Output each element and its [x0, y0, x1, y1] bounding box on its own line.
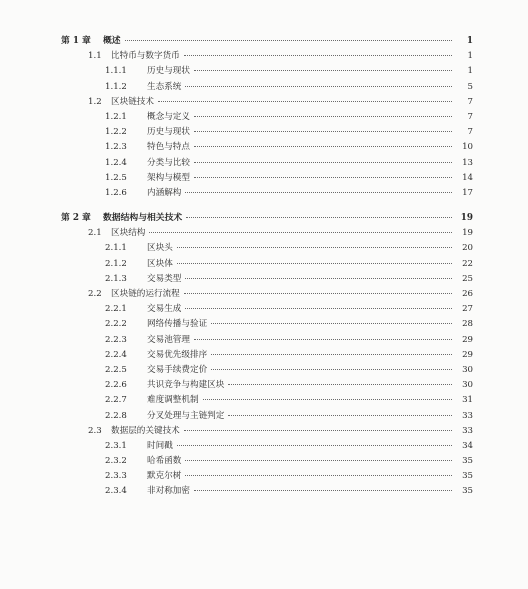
toc-entry-title: 数据层的关键技术	[111, 425, 180, 436]
toc-entry-title: 共识竞争与构建区块	[147, 380, 225, 391]
toc-page-number: 34	[462, 440, 473, 451]
toc-dot-leader	[125, 40, 452, 41]
toc-chapter-entry[interactable]	[0, 34, 528, 49]
toc-dot-leader	[211, 323, 452, 324]
toc-dot-leader	[177, 445, 452, 446]
toc-entry-title: 区块链的运行流程	[111, 289, 180, 299]
toc-dot-leader	[185, 278, 452, 279]
toc-entry-title: 默克尔树	[147, 471, 182, 482]
toc-section-entry[interactable]	[0, 424, 528, 439]
toc-entry-number: 2.2.7	[105, 395, 127, 406]
toc-subsection-entry[interactable]	[0, 348, 528, 363]
toc-dot-leader	[185, 192, 452, 193]
toc-entry-number: 1.2.6	[105, 187, 127, 198]
toc-page-number: 26	[462, 289, 473, 299]
toc-entry-number: 2.3.4	[105, 486, 127, 497]
toc-section-entry[interactable]	[0, 226, 528, 241]
chapter-gap	[0, 201, 528, 211]
toc-entry-number: 2.3.3	[105, 471, 127, 482]
toc-entry-title: 难度调整机制	[147, 395, 199, 406]
toc-page-number: 7	[467, 127, 473, 138]
toc-page-number: 1	[467, 51, 473, 62]
toc-entry-title: 生态系统	[147, 81, 182, 92]
toc-page-number: 10	[462, 142, 473, 153]
toc-subsection-entry[interactable]	[0, 156, 528, 171]
toc-entry-number: 1.1	[88, 51, 102, 62]
toc-entry-title: 特色与特点	[147, 142, 190, 153]
toc-entry-title: 网络传播与验证	[147, 319, 208, 330]
toc-entry-title: 架构与模型	[147, 172, 190, 183]
toc-subsection-entry[interactable]	[0, 469, 528, 484]
table-of-contents	[0, 34, 528, 500]
toc-dot-leader	[149, 232, 452, 233]
toc-entry-title: 概述	[103, 36, 121, 46]
toc-dot-leader	[184, 293, 452, 294]
toc-subsection-entry[interactable]	[0, 80, 528, 95]
toc-entry-title: 交易手续费定价	[147, 364, 208, 375]
toc-dot-leader	[185, 308, 452, 309]
toc-subsection-entry[interactable]	[0, 186, 528, 201]
toc-entry-title: 分类与比较	[147, 157, 190, 168]
toc-entry-title: 历史与现状	[147, 127, 190, 138]
toc-entry-number: 2.3.1	[105, 440, 127, 451]
toc-dot-leader	[177, 263, 452, 264]
toc-subsection-entry[interactable]	[0, 272, 528, 287]
toc-subsection-entry[interactable]	[0, 393, 528, 408]
toc-subsection-entry[interactable]	[0, 439, 528, 454]
toc-dot-leader	[194, 490, 452, 491]
toc-subsection-entry[interactable]	[0, 302, 528, 317]
toc-subsection-entry[interactable]	[0, 454, 528, 469]
toc-entry-number: 1.2	[88, 96, 102, 107]
toc-subsection-entry[interactable]	[0, 333, 528, 348]
toc-subsection-entry[interactable]	[0, 64, 528, 79]
toc-subsection-entry[interactable]	[0, 241, 528, 256]
toc-dot-leader	[194, 70, 452, 71]
toc-subsection-entry[interactable]	[0, 125, 528, 140]
toc-dot-leader	[184, 55, 452, 56]
toc-entry-title: 交易类型	[147, 273, 182, 284]
toc-page-number: 30	[462, 380, 473, 391]
toc-page-number: 25	[462, 273, 473, 284]
toc-entry-number: 2.2.1	[105, 304, 127, 315]
toc-dot-leader	[203, 399, 452, 400]
toc-subsection-entry[interactable]	[0, 110, 528, 125]
toc-entry-title: 数据结构与相关技术	[103, 213, 183, 224]
toc-entry-number: 1.1.1	[105, 66, 127, 77]
toc-entry-number: 2.1	[88, 228, 102, 239]
toc-entry-number: 2.3	[88, 425, 102, 436]
toc-entry-title: 概念与定义	[147, 111, 190, 122]
toc-dot-leader	[185, 460, 452, 461]
toc-entry-number: 2.2.6	[105, 380, 127, 391]
toc-page-number: 29	[462, 334, 473, 345]
toc-section-entry[interactable]	[0, 49, 528, 64]
toc-entry-number: 1.2.2	[105, 127, 127, 138]
toc-page-number: 19	[462, 228, 473, 239]
toc-entry-title: 区块结构	[111, 228, 146, 239]
toc-subsection-entry[interactable]	[0, 484, 528, 499]
toc-page-number: 7	[467, 96, 473, 107]
toc-dot-leader	[186, 217, 452, 218]
toc-dot-leader	[228, 384, 452, 385]
toc-page-number: 19	[460, 213, 473, 224]
toc-entry-number: 第 1 章	[61, 36, 91, 46]
toc-section-entry[interactable]	[0, 287, 528, 302]
toc-section-entry[interactable]	[0, 95, 528, 110]
toc-page-number: 33	[462, 410, 473, 421]
toc-entry-number: 第 2 章	[61, 213, 91, 224]
toc-dot-leader	[228, 415, 452, 416]
toc-page-number: 33	[462, 425, 473, 436]
toc-entry-number: 1.2.4	[105, 157, 127, 168]
toc-page-number: 5	[467, 81, 473, 92]
toc-entry-title: 内涵解构	[147, 187, 182, 198]
toc-entry-title: 比特币与数字货币	[111, 51, 180, 62]
toc-page-number: 1	[467, 66, 473, 77]
toc-page-number: 7	[467, 111, 473, 122]
toc-page-number: 31	[462, 395, 473, 406]
toc-entry-title: 交易池管理	[147, 334, 190, 345]
toc-entry-number: 2.1.1	[105, 243, 127, 254]
toc-entry-number: 1.2.3	[105, 142, 127, 153]
toc-dot-leader	[177, 247, 452, 248]
toc-entry-number: 1.1.2	[105, 81, 127, 92]
toc-entry-title: 区块链技术	[111, 96, 154, 107]
toc-page-number: 35	[462, 486, 473, 497]
toc-dot-leader	[194, 116, 452, 117]
toc-page-number: 30	[462, 364, 473, 375]
toc-entry-number: 2.2.3	[105, 334, 127, 345]
toc-subsection-entry[interactable]	[0, 257, 528, 272]
toc-dot-leader	[158, 101, 452, 102]
toc-entry-number: 2.2	[88, 289, 102, 299]
toc-subsection-entry[interactable]	[0, 409, 528, 424]
toc-entry-number: 2.3.2	[105, 456, 127, 467]
toc-entry-title: 分叉处理与主链判定	[147, 410, 225, 421]
toc-entry-title: 交易优先级排序	[147, 349, 208, 360]
toc-entry-title: 非对称加密	[147, 486, 190, 497]
toc-page-number: 20	[462, 243, 473, 254]
toc-page-number: 14	[462, 172, 473, 183]
toc-subsection-entry[interactable]	[0, 317, 528, 332]
toc-subsection-entry[interactable]	[0, 171, 528, 186]
toc-dot-leader	[194, 131, 452, 132]
toc-entry-title: 区块体	[147, 258, 173, 269]
toc-entry-number: 2.1.3	[105, 273, 127, 284]
toc-entry-title: 时间戳	[147, 440, 173, 451]
toc-entry-number: 2.1.2	[105, 258, 127, 269]
toc-subsection-entry[interactable]	[0, 140, 528, 155]
toc-entry-number: 2.2.2	[105, 319, 127, 330]
toc-page-number: 29	[462, 349, 473, 360]
toc-page-number: 17	[462, 187, 473, 198]
toc-entry-number: 1.2.5	[105, 172, 127, 183]
toc-entry-title: 区块头	[147, 243, 173, 254]
toc-page-number: 28	[462, 319, 473, 330]
toc-page-number: 27	[462, 304, 473, 315]
toc-dot-leader	[211, 369, 452, 370]
toc-page-number: 35	[462, 471, 473, 482]
toc-entry-number: 2.2.5	[105, 364, 127, 375]
toc-dot-leader	[185, 475, 452, 476]
toc-page-number: 35	[462, 456, 473, 467]
toc-dot-leader	[185, 86, 452, 87]
toc-page-number: 22	[462, 258, 473, 269]
toc-dot-leader	[194, 177, 452, 178]
toc-entry-title: 历史与现状	[147, 66, 190, 77]
toc-chapter-entry[interactable]	[0, 211, 528, 226]
toc-entry-title: 交易生成	[147, 304, 182, 315]
toc-entry-number: 2.2.8	[105, 410, 127, 421]
toc-entry-title: 哈希函数	[147, 456, 182, 467]
toc-page-number: 1	[466, 36, 473, 46]
toc-dot-leader	[194, 162, 452, 163]
toc-subsection-entry[interactable]	[0, 363, 528, 378]
toc-dot-leader	[211, 354, 452, 355]
toc-page-number: 13	[462, 157, 473, 168]
toc-dot-leader	[184, 430, 452, 431]
toc-dot-leader	[194, 146, 452, 147]
toc-dot-leader	[194, 339, 452, 340]
toc-subsection-entry[interactable]	[0, 378, 528, 393]
toc-entry-number: 2.2.4	[105, 349, 127, 360]
toc-entry-number: 1.2.1	[105, 111, 127, 122]
